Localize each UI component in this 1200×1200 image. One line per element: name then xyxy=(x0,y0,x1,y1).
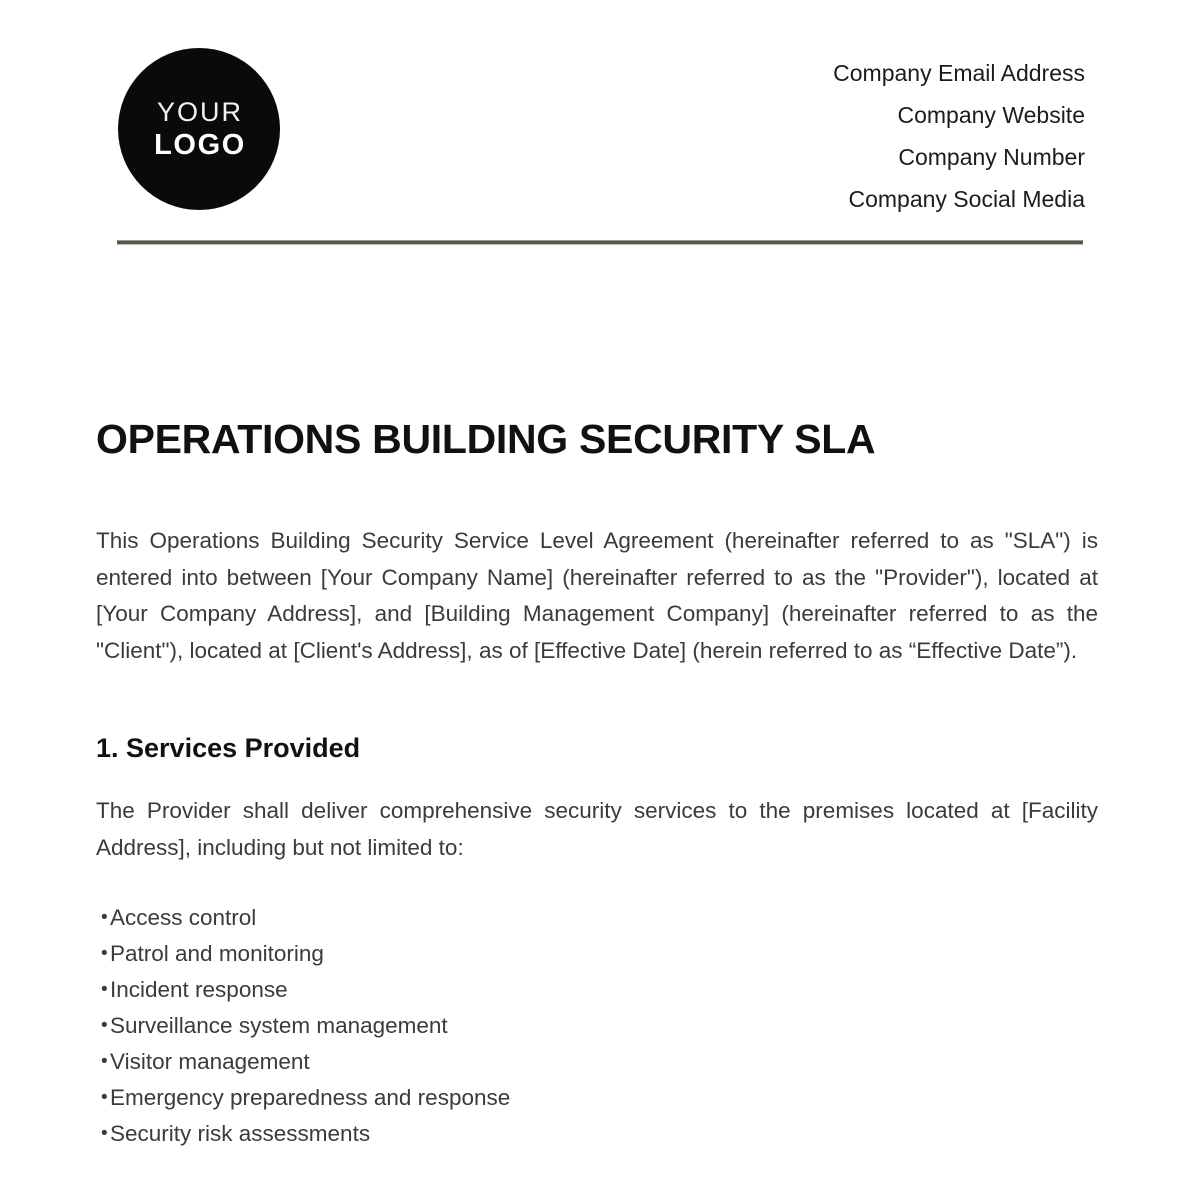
contact-phone-number: Company Number xyxy=(898,144,1085,170)
company-logo xyxy=(118,48,280,210)
list-item: • Surveillance system management xyxy=(96,1008,1098,1044)
list-item: • Patrol and monitoring xyxy=(96,936,1098,972)
header-divider xyxy=(117,240,1083,245)
logo-bottom-text: LOGO xyxy=(154,128,246,161)
contact-social-media: Company Social Media xyxy=(848,186,1085,212)
company-contact-block xyxy=(565,52,1085,220)
logo-top-text: YOUR xyxy=(156,96,243,127)
list-item: • Incident response xyxy=(96,972,1098,1008)
page-title: OPERATIONS BUILDING SECURITY SLA xyxy=(96,416,876,462)
contact-email-address: Company Email Address xyxy=(833,60,1085,86)
contact-website: Company Website xyxy=(897,102,1085,128)
list-item: • Visitor management xyxy=(96,1044,1098,1080)
intro-paragraph: This Operations Building Security Service Level Agreement (hereinafter referred to as "SLA") is entered into between [Your Company Name] (hereinafter referred to as the "Provider"), located at [Your Company Address], and [Building Management Company] (hereinafter referred to as the "Client"), located at [Client's Address], as of [Effective Date] (herein referred to as “Effective Date”). xyxy=(96,528,1098,663)
section-heading-services-provided: 1. Services Provided xyxy=(96,733,361,763)
services-bullet-list xyxy=(96,900,1098,1152)
document-header xyxy=(0,0,1200,248)
list-item: • Security risk assessments xyxy=(96,1116,1098,1152)
list-item: • Emergency preparedness and response xyxy=(96,1080,1098,1116)
section-paragraph-services-provided: The Provider shall deliver comprehensive security services to the premises located at [Facility Address], including but not limited to: xyxy=(96,798,1098,860)
document-body xyxy=(96,415,1098,1152)
list-item: • Access control xyxy=(96,900,1098,936)
